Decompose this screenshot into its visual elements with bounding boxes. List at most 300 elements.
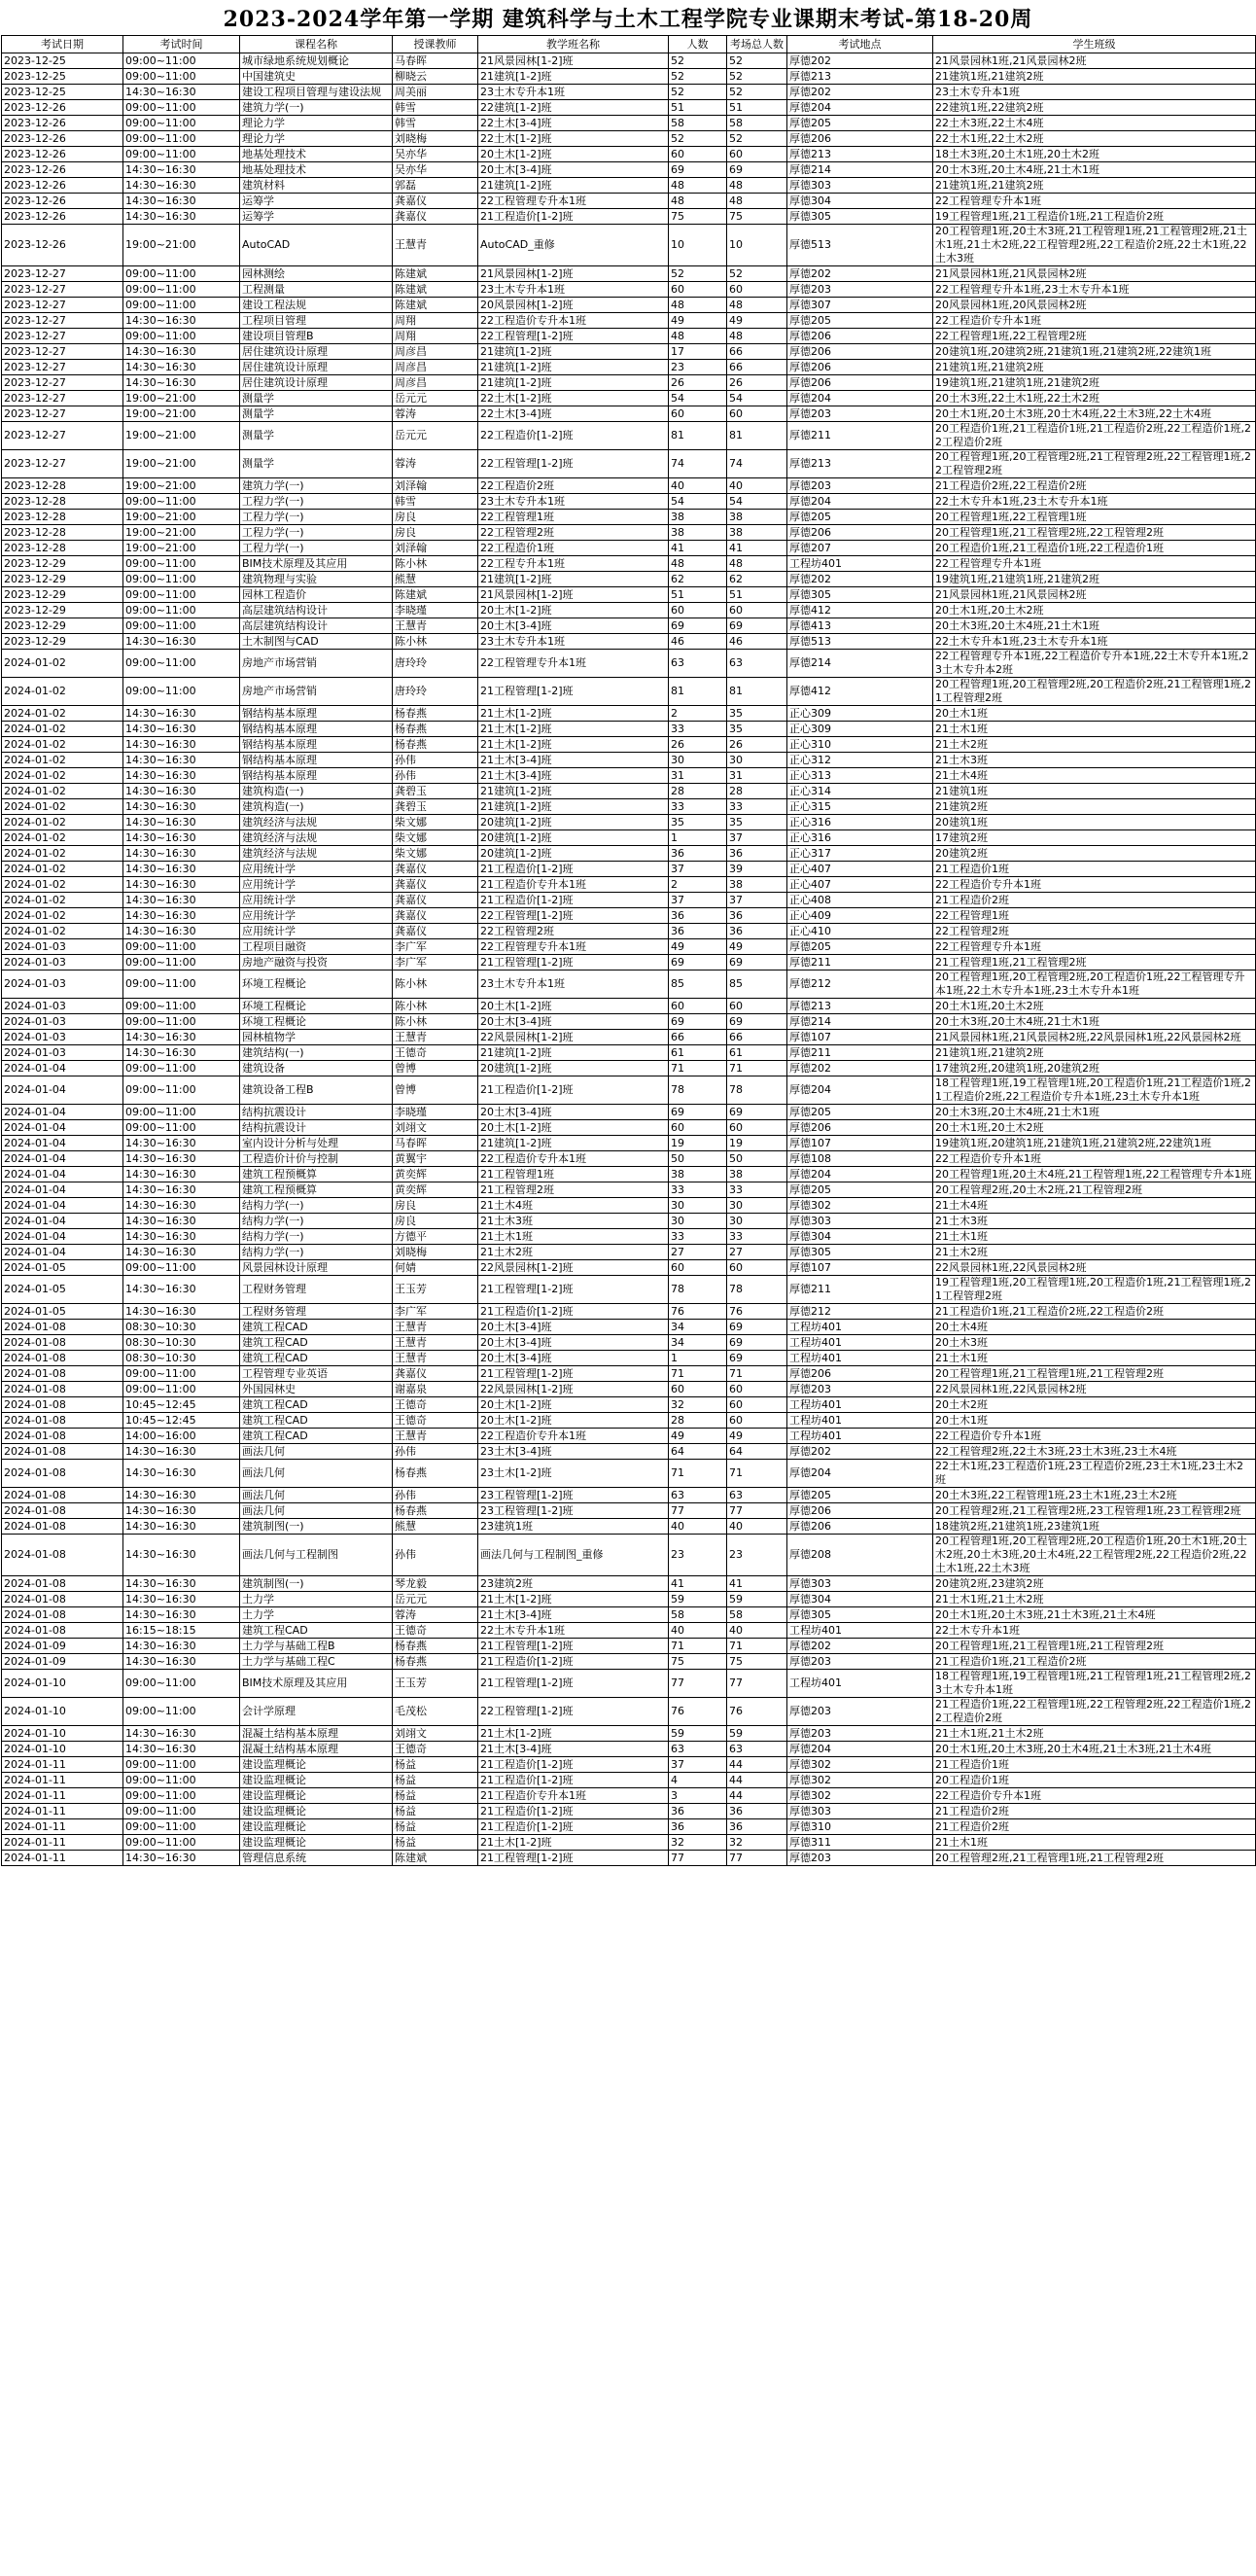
- room-total-cell: 37: [727, 893, 787, 908]
- exam-date-cell: 2024-01-09: [2, 1639, 123, 1654]
- page-title: 2023-2024学年第一学期 建筑科学与土木工程学院专业课期末考试-第18-20周: [223, 7, 1033, 32]
- student-classes-cell: 22工程造价专升本1班: [933, 313, 1256, 329]
- room-total-cell: 28: [727, 784, 787, 799]
- teaching-class-cell: 21土木[1-2]班: [478, 1726, 669, 1742]
- teaching-class-cell: 21工程造价[1-2]班: [478, 1076, 669, 1105]
- table-row: [2, 541, 1256, 556]
- exam-date-cell: 2024-01-05: [2, 1304, 123, 1320]
- course-name-cell: 居住建筑设计原理: [240, 375, 393, 391]
- teaching-class-cell: 21工程造价[1-2]班: [478, 209, 669, 225]
- exam-time-cell: 09:00~11:00: [123, 1014, 240, 1030]
- exam-time-cell: 14:30~16:30: [123, 1535, 240, 1576]
- table-row: [2, 1105, 1256, 1120]
- teacher-cell: 韩雪: [393, 494, 478, 510]
- exam-date-cell: 2024-01-08: [2, 1503, 123, 1519]
- headcount-cell: 34: [669, 1320, 727, 1335]
- course-name-cell: 建筑工程CAD: [240, 1623, 393, 1639]
- teaching-class-cell: AutoCAD_重修: [478, 225, 669, 266]
- exam-date-cell: 2023-12-26: [2, 194, 123, 209]
- teacher-cell: 龚碧玉: [393, 799, 478, 815]
- location-cell: 厚德413: [787, 618, 933, 634]
- table-row: [2, 1835, 1256, 1851]
- exam-date-cell: 2024-01-08: [2, 1366, 123, 1382]
- headcount-cell: 37: [669, 1757, 727, 1773]
- room-total-cell: 50: [727, 1151, 787, 1167]
- exam-time-cell: 09:00~11:00: [123, 1366, 240, 1382]
- exam-date-cell: 2024-01-08: [2, 1460, 123, 1488]
- headcount-cell: 36: [669, 924, 727, 939]
- table-row: [2, 1198, 1256, 1214]
- table-row: [2, 1623, 1256, 1639]
- headcount-cell: 38: [669, 1167, 727, 1182]
- teacher-cell: 郭磊: [393, 178, 478, 194]
- teacher-cell: 韩雪: [393, 116, 478, 131]
- exam-time-cell: 14:30~16:30: [123, 634, 240, 650]
- exam-date-cell: 2024-01-11: [2, 1757, 123, 1773]
- student-classes-cell: 21建筑1班,21建筑2班: [933, 69, 1256, 85]
- teaching-class-cell: 21工程造价[1-2]班: [478, 1304, 669, 1320]
- headcount-cell: 64: [669, 1444, 727, 1460]
- table-row: [2, 131, 1256, 147]
- student-classes-cell: 20土木2班: [933, 1397, 1256, 1413]
- location-cell: 厚德206: [787, 329, 933, 344]
- exam-time-cell: 14:30~16:30: [123, 1045, 240, 1061]
- exam-time-cell: 09:00~11:00: [123, 1835, 240, 1851]
- teaching-class-cell: 20土木[3-4]班: [478, 618, 669, 634]
- location-cell: 厚德202: [787, 572, 933, 587]
- table-row: [2, 1260, 1256, 1276]
- room-total-cell: 64: [727, 1444, 787, 1460]
- table-row: [2, 1276, 1256, 1304]
- exam-time-cell: 09:00~11:00: [123, 618, 240, 634]
- teaching-class-cell: 22工程造价专升本1班: [478, 313, 669, 329]
- headcount-cell: 60: [669, 1260, 727, 1276]
- exam-date-cell: 2024-01-02: [2, 908, 123, 924]
- exam-time-cell: 10:45~12:45: [123, 1397, 240, 1413]
- teacher-cell: 杨益: [393, 1788, 478, 1804]
- location-cell: 厚德303: [787, 178, 933, 194]
- teacher-cell: 唐玲玲: [393, 678, 478, 706]
- exam-time-cell: 14:30~16:30: [123, 1654, 240, 1670]
- headcount-cell: 32: [669, 1835, 727, 1851]
- student-classes-cell: 20工程管理1班,20土木4班,21工程管理1班,22工程管理专升本1班: [933, 1167, 1256, 1182]
- exam-date-cell: 2023-12-27: [2, 282, 123, 298]
- headcount-cell: 1: [669, 1351, 727, 1366]
- teaching-class-cell: 22工程管理[1-2]班: [478, 908, 669, 924]
- exam-date-cell: 2024-01-02: [2, 753, 123, 768]
- student-classes-cell: 20工程管理2班,21工程管理2班,23工程管理1班,23工程管理2班: [933, 1503, 1256, 1519]
- teacher-cell: 陈建斌: [393, 298, 478, 313]
- table-row: [2, 1120, 1256, 1136]
- table-row: [2, 1607, 1256, 1623]
- headcount-cell: 2: [669, 706, 727, 722]
- course-name-cell: 画法几何: [240, 1444, 393, 1460]
- course-name-cell: 建筑工程预概算: [240, 1167, 393, 1182]
- exam-time-cell: 08:30~10:30: [123, 1320, 240, 1335]
- exam-date-cell: 2023-12-28: [2, 525, 123, 541]
- table-row: [2, 1014, 1256, 1030]
- teacher-cell: 刘翊文: [393, 1120, 478, 1136]
- location-cell: 厚德214: [787, 162, 933, 178]
- headcount-cell: 74: [669, 450, 727, 478]
- table-row: [2, 100, 1256, 116]
- teaching-class-cell: 21土木2班: [478, 1245, 669, 1260]
- headcount-cell: 58: [669, 116, 727, 131]
- table-row: [2, 510, 1256, 525]
- student-classes-cell: 20工程管理1班,20土木3班,21工程管理1班,21工程管理2班,21土木1班,21土木2班,22工程管理2班,22工程造价2班,22土木1班,22土木3班: [933, 225, 1256, 266]
- course-name-cell: 测量学: [240, 391, 393, 406]
- table-row: [2, 1214, 1256, 1229]
- student-classes-cell: 22工程管理1班,22工程管理2班: [933, 329, 1256, 344]
- exam-time-cell: 09:00~11:00: [123, 678, 240, 706]
- teacher-cell: 王德奇: [393, 1397, 478, 1413]
- table-row: [2, 478, 1256, 494]
- teaching-class-cell: 21土木1班: [478, 1229, 669, 1245]
- table-row: [2, 1335, 1256, 1351]
- teaching-class-cell: 23土木专升本1班: [478, 85, 669, 100]
- course-name-cell: 建筑经济与法规: [240, 846, 393, 862]
- course-name-cell: 建设监理概论: [240, 1835, 393, 1851]
- room-total-cell: 59: [727, 1592, 787, 1607]
- exam-time-cell: 14:30~16:30: [123, 1229, 240, 1245]
- teaching-class-cell: 21工程管理[1-2]班: [478, 955, 669, 970]
- location-cell: 正心309: [787, 722, 933, 737]
- teacher-cell: 房良: [393, 525, 478, 541]
- teaching-class-cell: 21建筑[1-2]班: [478, 69, 669, 85]
- location-cell: 正心316: [787, 815, 933, 830]
- course-name-cell: 画法几何: [240, 1460, 393, 1488]
- student-classes-cell: 20土木3班: [933, 1335, 1256, 1351]
- exam-time-cell: 09:00~11:00: [123, 1105, 240, 1120]
- location-cell: 工程坊401: [787, 1413, 933, 1429]
- exam-time-cell: 14:30~16:30: [123, 1198, 240, 1214]
- exam-date-cell: 2024-01-08: [2, 1488, 123, 1503]
- exam-time-cell: 09:00~11:00: [123, 587, 240, 603]
- exam-date-cell: 2024-01-09: [2, 1654, 123, 1670]
- exam-date-cell: 2024-01-02: [2, 924, 123, 939]
- table-row: [2, 556, 1256, 572]
- teacher-cell: 龚嘉仪: [393, 862, 478, 877]
- location-cell: 正心316: [787, 830, 933, 846]
- exam-time-cell: 09:00~11:00: [123, 116, 240, 131]
- room-total-cell: 71: [727, 1460, 787, 1488]
- teacher-cell: 岳元元: [393, 422, 478, 450]
- student-classes-cell: 21建筑1班,21建筑2班: [933, 360, 1256, 375]
- teacher-cell: 周翔: [393, 313, 478, 329]
- teacher-cell: 杨春燕: [393, 1503, 478, 1519]
- exam-time-cell: 09:00~11:00: [123, 131, 240, 147]
- location-cell: 厚德203: [787, 1851, 933, 1866]
- teacher-cell: 曾博: [393, 1061, 478, 1076]
- teaching-class-cell: 22风景园林[1-2]班: [478, 1260, 669, 1276]
- headcount-cell: 54: [669, 494, 727, 510]
- course-name-cell: 工程财务管理: [240, 1276, 393, 1304]
- student-classes-cell: 20土木1班,20土木3班,20土木4班,22土木3班,22土木4班: [933, 406, 1256, 422]
- course-name-cell: 钢结构基本原理: [240, 706, 393, 722]
- table-row: [2, 955, 1256, 970]
- teacher-cell: 陈建斌: [393, 266, 478, 282]
- teacher-cell: 杨益: [393, 1835, 478, 1851]
- room-total-cell: 66: [727, 360, 787, 375]
- location-cell: 厚德211: [787, 1045, 933, 1061]
- exam-date-cell: 2023-12-26: [2, 147, 123, 162]
- teacher-cell: 龚嘉仪: [393, 893, 478, 908]
- teacher-cell: 柴文娜: [393, 830, 478, 846]
- teaching-class-cell: 画法几何与工程制图_重修: [478, 1535, 669, 1576]
- exam-date-cell: 2023-12-25: [2, 85, 123, 100]
- teacher-cell: 王慧青: [393, 1030, 478, 1045]
- student-classes-cell: 20工程管理2班,21工程管理1班,21工程管理2班: [933, 1851, 1256, 1866]
- course-name-cell: 工程力学(一): [240, 525, 393, 541]
- exam-date-cell: 2024-01-02: [2, 650, 123, 678]
- teacher-cell: 唐玲玲: [393, 650, 478, 678]
- location-cell: 厚德213: [787, 147, 933, 162]
- student-classes-cell: 22工程管理专升本1班: [933, 194, 1256, 209]
- exam-date-cell: 2024-01-02: [2, 768, 123, 784]
- teacher-cell: 王德奇: [393, 1045, 478, 1061]
- teaching-class-cell: 20风景园林[1-2]班: [478, 298, 669, 313]
- room-total-cell: 48: [727, 329, 787, 344]
- student-classes-cell: 22工程管理1班: [933, 908, 1256, 924]
- teaching-class-cell: 21土木[1-2]班: [478, 737, 669, 753]
- table-row: [2, 1030, 1256, 1045]
- teacher-cell: 陈建斌: [393, 282, 478, 298]
- table-row: [2, 908, 1256, 924]
- teaching-class-cell: 21土木[1-2]班: [478, 1835, 669, 1851]
- teaching-class-cell: 23建筑2班: [478, 1576, 669, 1592]
- teacher-cell: 杨春燕: [393, 722, 478, 737]
- exam-time-cell: 09:00~11:00: [123, 1819, 240, 1835]
- room-total-cell: 76: [727, 1698, 787, 1726]
- teacher-cell: 杨春燕: [393, 1639, 478, 1654]
- exam-date-cell: 2024-01-08: [2, 1623, 123, 1639]
- course-name-cell: 运筹学: [240, 209, 393, 225]
- course-name-cell: 测量学: [240, 422, 393, 450]
- location-cell: 厚德205: [787, 1182, 933, 1198]
- teaching-class-cell: 21工程造价[1-2]班: [478, 1804, 669, 1819]
- teacher-cell: 刘晓梅: [393, 1245, 478, 1260]
- course-name-cell: 建设监理概论: [240, 1773, 393, 1788]
- headcount-cell: 81: [669, 678, 727, 706]
- location-cell: 正心309: [787, 706, 933, 722]
- teacher-cell: 房良: [393, 1214, 478, 1229]
- exam-date-cell: 2024-01-03: [2, 1014, 123, 1030]
- student-classes-cell: 20风景园林1班,20风景园林2班: [933, 298, 1256, 313]
- course-name-cell: 建设监理概论: [240, 1804, 393, 1819]
- course-name-cell: 建筑设备: [240, 1061, 393, 1076]
- student-classes-cell: 20工程管理1班,21工程管理2班,22工程管理2班: [933, 525, 1256, 541]
- header-room-total: 考场总人数: [727, 36, 787, 53]
- student-classes-cell: 21工程造价1班,22工程管理1班,22工程管理2班,22工程造价1班,22工程造价2班: [933, 1698, 1256, 1726]
- student-classes-cell: 22土木专升本1班,23土木专升本1班: [933, 494, 1256, 510]
- teaching-class-cell: 20土木[1-2]班: [478, 999, 669, 1014]
- exam-time-cell: 14:30~16:30: [123, 1742, 240, 1757]
- exam-time-cell: 09:00~11:00: [123, 1698, 240, 1726]
- course-name-cell: 工程力学(一): [240, 494, 393, 510]
- exam-time-cell: 14:30~16:30: [123, 753, 240, 768]
- teaching-class-cell: 21风景园林[1-2]班: [478, 266, 669, 282]
- course-name-cell: 结构力学(一): [240, 1214, 393, 1229]
- table-row: [2, 1851, 1256, 1866]
- teacher-cell: 吴亦华: [393, 147, 478, 162]
- location-cell: 厚德202: [787, 1639, 933, 1654]
- teaching-class-cell: 20土木[1-2]班: [478, 1120, 669, 1136]
- exam-time-cell: 09:00~11:00: [123, 100, 240, 116]
- teacher-cell: 柳晓云: [393, 69, 478, 85]
- room-total-cell: 60: [727, 603, 787, 618]
- teaching-class-cell: 21工程管理1班: [478, 1167, 669, 1182]
- teacher-cell: 刘泽翰: [393, 478, 478, 494]
- course-name-cell: 工程力学(一): [240, 541, 393, 556]
- exam-date-cell: 2024-01-04: [2, 1229, 123, 1245]
- teaching-class-cell: 20土木[3-4]班: [478, 1351, 669, 1366]
- exam-date-cell: 2023-12-27: [2, 329, 123, 344]
- student-classes-cell: 22风景园林1班,22风景园林2班: [933, 1260, 1256, 1276]
- exam-time-cell: 16:15~18:15: [123, 1623, 240, 1639]
- student-classes-cell: 20工程管理1班,20工程管理2班,21工程管理2班,22工程管理1班,22工程管理2班: [933, 450, 1256, 478]
- teaching-class-cell: 20土木[1-2]班: [478, 1413, 669, 1429]
- student-classes-cell: 20建筑1班: [933, 815, 1256, 830]
- exam-time-cell: 09:00~11:00: [123, 1670, 240, 1698]
- teaching-class-cell: 23建筑1班: [478, 1519, 669, 1535]
- room-total-cell: 39: [727, 862, 787, 877]
- teacher-cell: 陈小林: [393, 1014, 478, 1030]
- location-cell: 正心313: [787, 768, 933, 784]
- header-exam-date: 考试日期: [2, 36, 123, 53]
- course-name-cell: 建设工程项目管理与建设法规: [240, 85, 393, 100]
- room-total-cell: 30: [727, 753, 787, 768]
- exam-date-cell: 2023-12-28: [2, 510, 123, 525]
- exam-time-cell: 09:00~11:00: [123, 970, 240, 999]
- location-cell: 工程坊401: [787, 1351, 933, 1366]
- headcount-cell: 78: [669, 1076, 727, 1105]
- headcount-cell: 59: [669, 1592, 727, 1607]
- exam-time-cell: 09:00~11:00: [123, 1120, 240, 1136]
- course-name-cell: 土力学与基础工程C: [240, 1654, 393, 1670]
- table-row: [2, 572, 1256, 587]
- table-row: [2, 116, 1256, 131]
- room-total-cell: 85: [727, 970, 787, 999]
- location-cell: 厚德214: [787, 1014, 933, 1030]
- header-teaching-class: 教学班名称: [478, 36, 669, 53]
- student-classes-cell: 21风景园林1班,21风景园林2班: [933, 53, 1256, 69]
- exam-time-cell: 14:30~16:30: [123, 85, 240, 100]
- table-row: [2, 53, 1256, 69]
- exam-date-cell: 2024-01-08: [2, 1592, 123, 1607]
- teaching-class-cell: 21土木4班: [478, 1198, 669, 1214]
- exam-time-cell: 14:30~16:30: [123, 1167, 240, 1182]
- room-total-cell: 36: [727, 908, 787, 924]
- header-teacher: 授课教师: [393, 36, 478, 53]
- teaching-class-cell: 20建筑[1-2]班: [478, 846, 669, 862]
- teaching-class-cell: 21工程管理2班: [478, 1182, 669, 1198]
- location-cell: 厚德203: [787, 406, 933, 422]
- table-row: [2, 1045, 1256, 1061]
- location-cell: 厚德211: [787, 955, 933, 970]
- teaching-class-cell: 22工程管理2班: [478, 525, 669, 541]
- exam-time-cell: 14:30~16:30: [123, 209, 240, 225]
- room-total-cell: 60: [727, 1382, 787, 1397]
- teaching-class-cell: 22工程管理专升本1班: [478, 650, 669, 678]
- course-name-cell: 建设项目管理B: [240, 329, 393, 344]
- room-total-cell: 36: [727, 1819, 787, 1835]
- room-total-cell: 49: [727, 939, 787, 955]
- headcount-cell: 50: [669, 1151, 727, 1167]
- location-cell: 厚德206: [787, 360, 933, 375]
- teacher-cell: 龚嘉仪: [393, 908, 478, 924]
- course-name-cell: 工程项目管理: [240, 313, 393, 329]
- exam-time-cell: 09:00~11:00: [123, 603, 240, 618]
- teaching-class-cell: 20建筑[1-2]班: [478, 1061, 669, 1076]
- table-row: [2, 1061, 1256, 1076]
- table-row: [2, 1654, 1256, 1670]
- room-total-cell: 69: [727, 1335, 787, 1351]
- table-row: [2, 799, 1256, 815]
- teacher-cell: 柴文娜: [393, 815, 478, 830]
- exam-time-cell: 14:30~16:30: [123, 1488, 240, 1503]
- course-name-cell: 建筑力学(一): [240, 478, 393, 494]
- teacher-cell: 王德奇: [393, 1623, 478, 1639]
- exam-date-cell: 2024-01-02: [2, 846, 123, 862]
- student-classes-cell: 21建筑1班,21建筑2班: [933, 178, 1256, 194]
- headcount-cell: 26: [669, 737, 727, 753]
- student-classes-cell: 22土木1班,22土木2班: [933, 131, 1256, 147]
- student-classes-cell: 22风景园林1班,22风景园林2班: [933, 1382, 1256, 1397]
- teaching-class-cell: 21建筑[1-2]班: [478, 784, 669, 799]
- exam-time-cell: 09:00~11:00: [123, 1804, 240, 1819]
- table-row: [2, 737, 1256, 753]
- table-row: [2, 970, 1256, 999]
- room-total-cell: 78: [727, 1076, 787, 1105]
- course-name-cell: 中国建筑史: [240, 69, 393, 85]
- course-name-cell: 结构力学(一): [240, 1229, 393, 1245]
- exam-date-cell: 2024-01-04: [2, 1105, 123, 1120]
- exam-time-cell: 14:30~16:30: [123, 1519, 240, 1535]
- course-name-cell: 建筑力学(一): [240, 100, 393, 116]
- header-row: [2, 36, 1256, 53]
- teacher-cell: 曾博: [393, 1076, 478, 1105]
- exam-time-cell: 14:30~16:30: [123, 344, 240, 360]
- headcount-cell: 77: [669, 1503, 727, 1519]
- headcount-cell: 69: [669, 1014, 727, 1030]
- exam-date-cell: 2023-12-29: [2, 572, 123, 587]
- teacher-cell: 杨春燕: [393, 737, 478, 753]
- teacher-cell: 王玉芳: [393, 1670, 478, 1698]
- teaching-class-cell: 22工程造价[1-2]班: [478, 422, 669, 450]
- course-name-cell: 建筑工程CAD: [240, 1413, 393, 1429]
- room-total-cell: 46: [727, 634, 787, 650]
- teaching-class-cell: 21建筑[1-2]班: [478, 360, 669, 375]
- location-cell: 厚德214: [787, 650, 933, 678]
- exam-time-cell: 14:30~16:30: [123, 706, 240, 722]
- student-classes-cell: 20工程管理1班,21工程管理1班,21工程管理2班: [933, 1366, 1256, 1382]
- exam-time-cell: 14:30~16:30: [123, 1030, 240, 1045]
- room-total-cell: 60: [727, 147, 787, 162]
- teacher-cell: 陈小林: [393, 999, 478, 1014]
- exam-date-cell: 2024-01-02: [2, 815, 123, 830]
- headcount-cell: 37: [669, 893, 727, 908]
- room-total-cell: 36: [727, 1804, 787, 1819]
- course-name-cell: 土力学与基础工程B: [240, 1639, 393, 1654]
- table-row: [2, 753, 1256, 768]
- course-name-cell: AutoCAD: [240, 225, 393, 266]
- teaching-class-cell: 20土木[3-4]班: [478, 1335, 669, 1351]
- teacher-cell: 王德奇: [393, 1742, 478, 1757]
- teaching-class-cell: 22工程专升本1班: [478, 556, 669, 572]
- course-name-cell: 工程力学(一): [240, 510, 393, 525]
- headcount-cell: 33: [669, 799, 727, 815]
- teaching-class-cell: 20建筑[1-2]班: [478, 815, 669, 830]
